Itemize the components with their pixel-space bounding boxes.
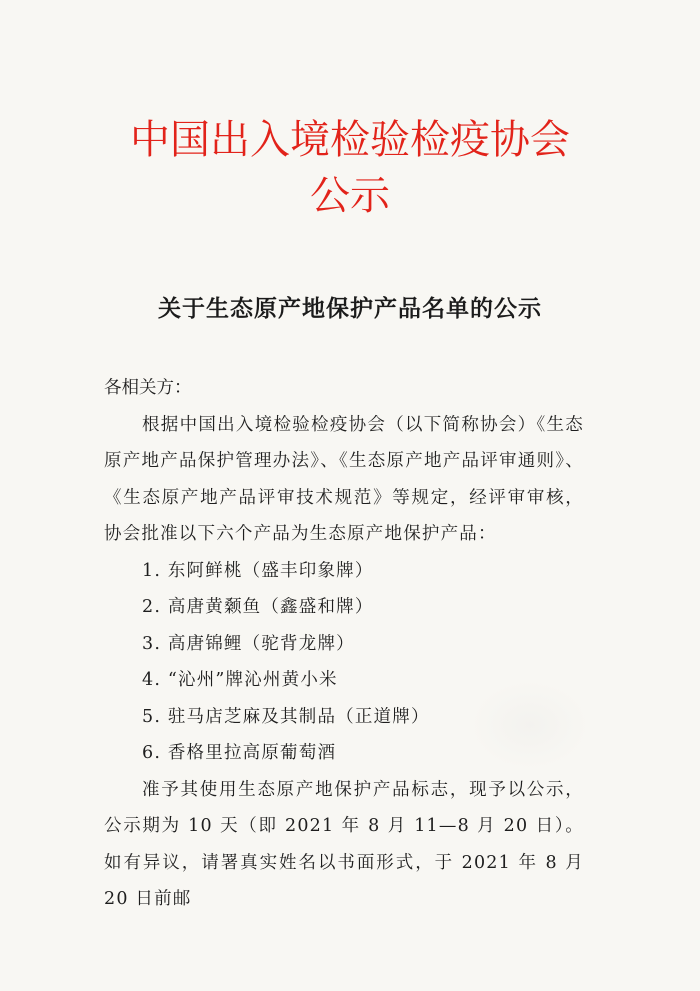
paragraph-intro: 根据中国出入境检验检疫协会（以下简称协会）《生态原产地产品保护管理办法》、《生态原产地产品评审通则》、《生态原产地产品评审技术规范》等规定，经评审审核，协会批准以下六个产品为生态原产地保护产品： xyxy=(104,414,584,544)
list-item: 5. 驻马店芝麻及其制品（正道牌） xyxy=(142,706,430,727)
product-list xyxy=(104,553,584,772)
list-item: 6. 香格里拉高原葡萄酒 xyxy=(142,743,337,763)
list-item: 2. 高唐黄颡鱼（鑫盛和牌） xyxy=(142,597,374,617)
notice-label: 公示 xyxy=(310,173,390,219)
letterhead xyxy=(0,112,700,224)
list-item: 4. “沁州”牌沁州黄小米 xyxy=(142,670,338,690)
org-name: 中国出入境检验检疫协会 xyxy=(130,117,570,163)
paragraph-approval: 准予其使用生态原产地保护产品标志，现予以公示，公示期为 10 天（即 2021 年 8 月 11—8 月 20 日）。如有异议，请署真实姓名以书面形式，于 2021 年 8 月 20 日前邮 xyxy=(104,779,584,909)
document-title: 关于生态原产地保护产品名单的公示 xyxy=(158,296,542,322)
document-body xyxy=(104,370,584,918)
salutation: 各相关方： xyxy=(104,378,192,398)
list-item: 3. 高唐锦鲤（驼背龙牌） xyxy=(142,633,355,654)
list-item: 1. 东阿鲜桃（盛丰印象牌） xyxy=(142,560,374,581)
